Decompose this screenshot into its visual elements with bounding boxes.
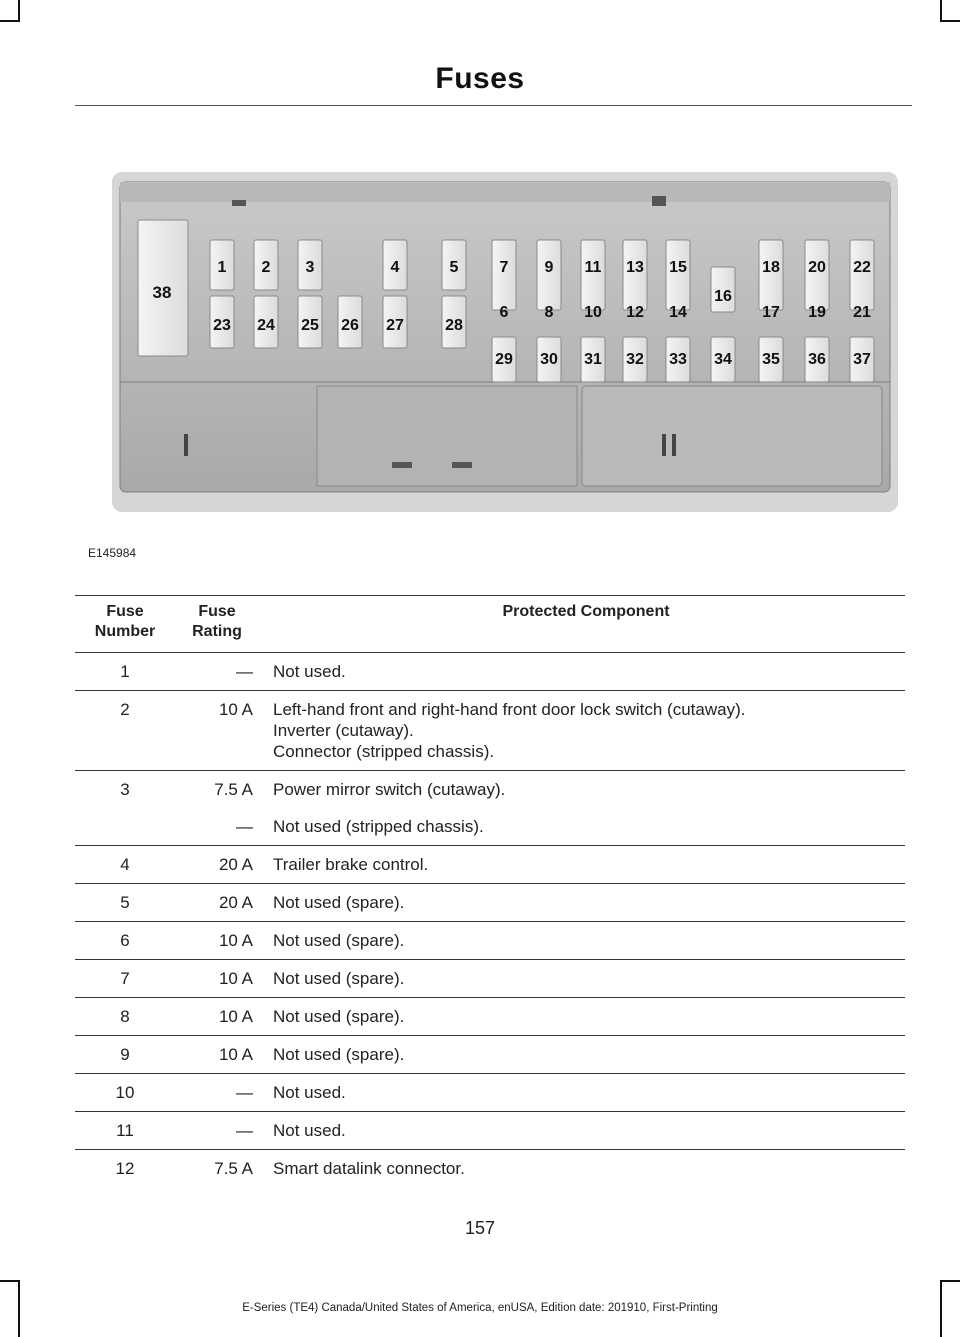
fuse-number-cell: 3 [120, 780, 130, 799]
protected-component-cell [267, 1074, 905, 1112]
fuse-label: 19 [808, 304, 826, 321]
component-line: Left-hand front and right-hand front door lock switch (cutaway). [273, 700, 746, 719]
page-number: 157 [464, 1218, 496, 1238]
protected-component-cell [267, 653, 905, 691]
fuse-rating-cell: — [236, 1083, 253, 1102]
crop-mark [940, 0, 942, 22]
fuse-label: 2 [261, 259, 271, 276]
fuse-label: 8 [544, 304, 554, 321]
table-row [75, 960, 905, 998]
fuse-label: 29 [495, 351, 513, 368]
fuse-rating-cell: 10 A [218, 931, 253, 950]
fuse-label: 6 [499, 304, 509, 321]
fuse-number-cell: 8 [120, 1007, 130, 1026]
fuse-label: 4 [390, 259, 400, 276]
fuse-rating-cell: 10 A [218, 1045, 253, 1064]
component-line: Not used (spare). [273, 1007, 405, 1026]
component-line: Not used (stripped chassis). [273, 817, 484, 836]
table-row [75, 1150, 905, 1188]
fuse-rating-cell: 20 A [218, 855, 253, 874]
component-line: Not used (spare). [273, 1045, 405, 1064]
fuse-label: 5 [449, 259, 459, 276]
fuse-label: 14 [669, 304, 687, 321]
protected-component-cell [267, 1036, 905, 1074]
fuse-number-cell: 11 [116, 1121, 134, 1140]
figure-id: E145984 [88, 546, 137, 560]
fuse-label: 1 [217, 259, 227, 276]
header-fuse-rating-line1: Fuse [198, 603, 236, 620]
fuse-label: 3 [305, 259, 315, 276]
fuse-label: 21 [853, 304, 871, 321]
fuse-label: 15 [669, 259, 687, 276]
protected-component-cell [267, 808, 905, 846]
component-line: Not used (spare). [273, 969, 405, 988]
crop-mark [940, 20, 960, 22]
table-row [75, 846, 905, 884]
table-row [75, 1074, 905, 1112]
header-divider [75, 105, 912, 106]
fuse-label: 17 [762, 304, 780, 321]
header-fuse-rating [175, 596, 267, 653]
table-row [75, 1036, 905, 1074]
fuse-table [75, 595, 905, 1187]
fuse-number-cell: 2 [120, 700, 130, 719]
fuse-label: 24 [257, 317, 275, 334]
fuse-label: 23 [213, 317, 231, 334]
component-line: Not used. [273, 1121, 346, 1140]
fuse-label: 13 [626, 259, 644, 276]
fuse-label: 32 [626, 351, 644, 368]
fuse-rating-cell: 7.5 A [214, 780, 253, 799]
fuse-label: 35 [762, 351, 780, 368]
fuse-number-cell: 10 [115, 1083, 135, 1102]
fuse-number-cell: 5 [120, 893, 130, 912]
header-fuse-number-line2: Number [94, 623, 156, 640]
fuse-number-cell: 7 [120, 969, 130, 988]
fuse-label: 9 [544, 259, 554, 276]
crop-mark [0, 1280, 20, 1282]
header-fuse-number [75, 596, 175, 653]
fuse-rating-cell: 10 A [218, 700, 253, 719]
fuse-number-cell: 9 [120, 1045, 130, 1064]
fuse-label: 22 [853, 259, 871, 276]
table-row [75, 922, 905, 960]
fuse-label: 37 [853, 351, 871, 368]
fuse-rating-cell: 7.5 A [214, 1159, 253, 1178]
fuse-label: 28 [445, 317, 463, 334]
fuse-label: 18 [762, 259, 780, 276]
footer-text: E-Series (TE4) Canada/United States of America, enUSA, Edition date: 201910, First-Printing [242, 1302, 718, 1314]
component-line: Power mirror switch (cutaway). [273, 780, 506, 799]
component-line: Not used. [273, 1083, 346, 1102]
fuse-rating-cell: — [236, 817, 253, 836]
protected-component-cell [267, 922, 905, 960]
fuse-label: 10 [584, 304, 602, 321]
protected-component-cell [267, 1112, 905, 1150]
table-row [75, 653, 905, 691]
fuse-label: 25 [301, 317, 319, 334]
fuse-label: 11 [584, 259, 602, 276]
crop-mark [0, 20, 20, 22]
protected-component-cell [267, 846, 905, 884]
fuse-rating-cell: 20 A [218, 893, 253, 912]
fuse-label: 20 [808, 259, 826, 276]
table-row [75, 884, 905, 922]
fuse-label: 34 [714, 351, 732, 368]
fuse-label: 30 [540, 351, 558, 368]
fuse-label: 38 [152, 283, 172, 302]
fuse-number-cell: 4 [120, 855, 130, 874]
table-row [75, 691, 905, 771]
crop-mark [18, 0, 20, 22]
fuse-number-cell: 12 [115, 1159, 135, 1178]
component-line: Trailer brake control. [273, 855, 429, 874]
fuse-number-cell [75, 808, 175, 846]
protected-component-cell [267, 771, 905, 809]
fuse-number-cell: 1 [120, 662, 130, 681]
fuse-label: 33 [669, 351, 687, 368]
component-line: Smart datalink connector. [273, 1159, 465, 1178]
fuse-label: 36 [808, 351, 826, 368]
fuse-label: 12 [626, 304, 644, 321]
protected-component-cell [267, 691, 905, 771]
table-row [75, 808, 905, 846]
fuse-rating-cell: 10 A [218, 1007, 253, 1026]
crop-mark [940, 1280, 960, 1282]
protected-component-cell [267, 998, 905, 1036]
fuse-label: 31 [584, 351, 602, 368]
component-line: Not used (spare). [273, 931, 405, 950]
component-line: Inverter (cutaway). [273, 721, 414, 740]
table-row [75, 1112, 905, 1150]
protected-component-cell [267, 1150, 905, 1188]
page-title: Fuses [435, 62, 525, 95]
table-header-row [75, 596, 905, 653]
fuse-label: 16 [714, 288, 732, 305]
protected-component-cell [267, 960, 905, 998]
component-line: Not used (spare). [273, 893, 405, 912]
component-line: Not used. [273, 662, 346, 681]
fuse-number-cell: 6 [120, 931, 130, 950]
header-fuse-rating-line2: Rating [192, 623, 242, 640]
fuse-rating-cell: — [236, 662, 253, 681]
fuse-label: 27 [386, 317, 404, 334]
header-protected-component: Protected Component [502, 603, 670, 620]
fuse-rating-cell: — [236, 1121, 253, 1140]
protected-component-cell [267, 884, 905, 922]
fuse-box-diagram [112, 172, 898, 512]
table-row [75, 771, 905, 809]
header-fuse-number-line1: Fuse [106, 603, 144, 620]
fuse-label: 7 [499, 259, 509, 276]
component-line: Connector (stripped chassis). [273, 742, 495, 761]
fuse-label: 26 [341, 317, 359, 334]
table-row [75, 998, 905, 1036]
fuse-rating-cell: 10 A [218, 969, 253, 988]
